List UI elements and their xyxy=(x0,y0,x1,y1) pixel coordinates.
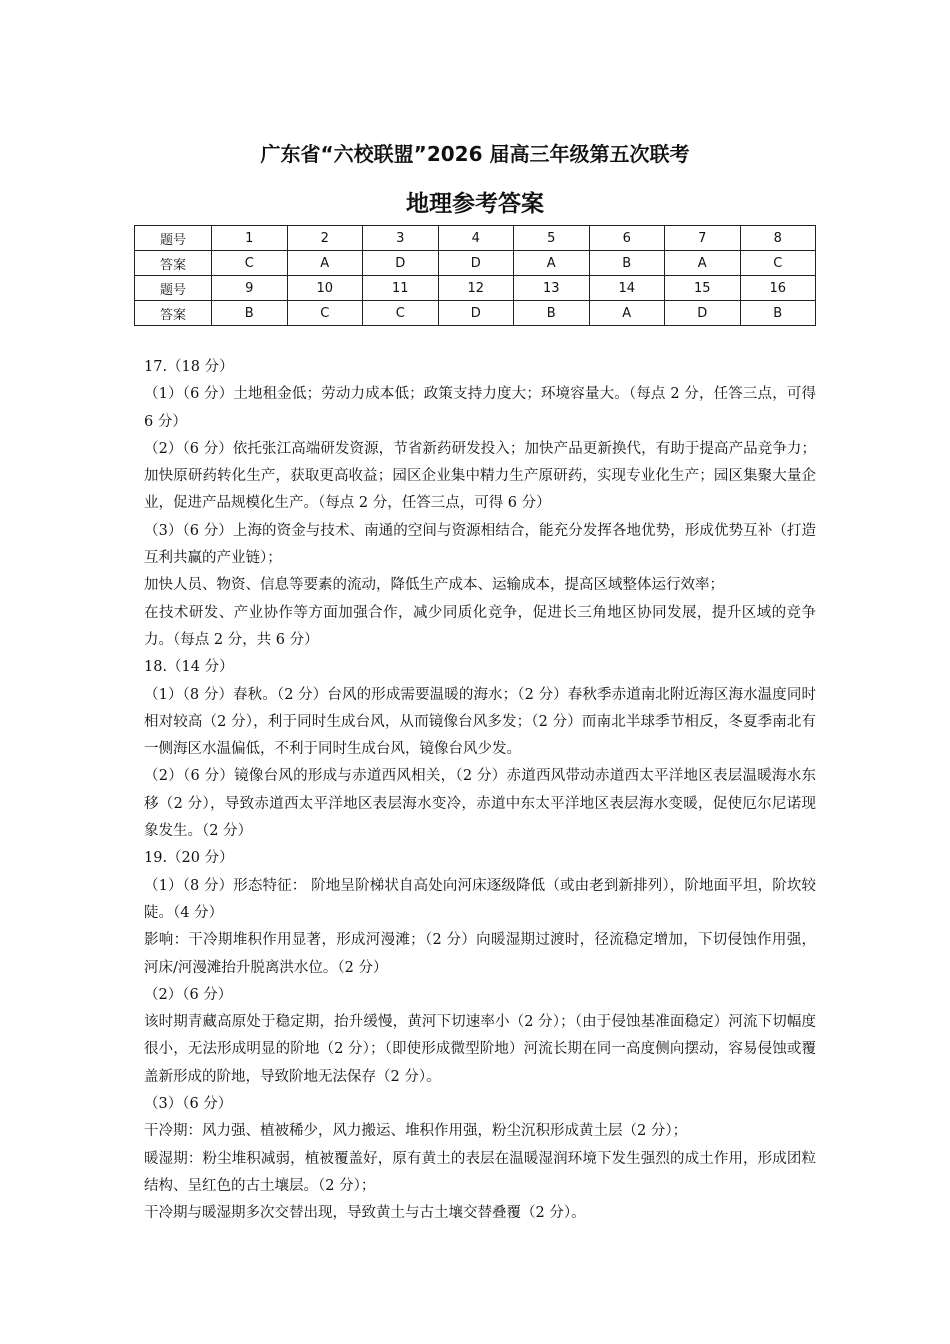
q19-part3a: 干冷期：风力强、植被稀少，风力搬运、堆积作用强，粉尘沉积形成黄土层（2 分）； xyxy=(144,1123,688,1140)
table-cell: D xyxy=(438,251,514,276)
q17-part2: （2）（6 分）依托张江高端研发资源，节省新药研发投入；加快产品更新换代，有助于提高产品竞争力；加快原研药转化生产，获取更高收益；园区企业集中精力生产原研药，实现专业化生产；园区集聚大量企业，促进产品规模化生产。（每点 2 分，任答三点，可得 6 分） xyxy=(144,440,816,512)
table-cell: 10 xyxy=(287,276,363,301)
row-header: 答案 xyxy=(135,301,212,326)
q17-heading: 17.（18 分） xyxy=(144,359,234,375)
table-cell: D xyxy=(665,301,741,326)
answer-body xyxy=(144,354,816,1228)
table-cell: C xyxy=(740,251,816,276)
table-cell: 16 xyxy=(740,276,816,301)
table-cell: D xyxy=(363,251,439,276)
page-title: 广东省“六校联盟”2026 届高三年级第五次联考 xyxy=(260,142,690,166)
q17-part3c: 在技术研发、产业协作等方面加强合作，减少同质化竞争，促进长三角地区协同发展，提升区域的竞争力。（每点 2 分，共 6 分） xyxy=(144,604,816,648)
table-cell: A xyxy=(665,251,741,276)
table-cell: C xyxy=(363,301,439,326)
q19-part1b: 影响：干冷期堆积作用显著，形成河漫滩；（2 分）向暖湿期过渡时，径流稳定增加，下切侵蚀作用强，河床/河漫滩抬升脱离洪水位。（2 分） xyxy=(144,932,816,976)
q17-part3a: （3）（6 分）上海的资金与技术、南通的空间与资源相结合，能充分发挥各地优势，形成优势互补（打造互利共赢的产业链）； xyxy=(144,522,816,567)
table-cell: D xyxy=(438,301,514,326)
table-cell: 12 xyxy=(438,276,514,301)
q19-part1a: （1）（8 分）形态特征： 阶地呈阶梯状自高处向河床逐级降低（或由老到新排列），阶地面平坦，阶坎较陡。（4 分） xyxy=(144,877,816,921)
table-cell: 9 xyxy=(212,276,288,301)
table-cell: 5 xyxy=(514,226,590,251)
table-cell: C xyxy=(287,301,363,326)
q18-part1: （1）（8 分）春秋。（2 分）台风的形成需要温暖的海水；（2 分）春秋季赤道南北附近海区海水温度同时相对较高（2 分），利于同时生成台风，从而镜像台风多发；（2 分）而南北半球季节相反，冬夏季南北有一侧海区水温偏低，不利于同时生成台风，镜像台风少发。 xyxy=(144,686,816,758)
table-cell: 1 xyxy=(212,226,288,251)
table-cell: B xyxy=(514,301,590,326)
q17-part3b: 加快人员、物资、信息等要素的流动，降低生产成本、运输成本，提高区域整体运行效率； xyxy=(144,577,724,594)
table-cell: 3 xyxy=(363,226,439,251)
table-cell: B xyxy=(212,301,288,326)
q19-part2-heading: （2）（6 分） xyxy=(144,986,233,1003)
q19-heading: 19.（20 分） xyxy=(144,850,234,867)
table-cell: 13 xyxy=(514,276,590,301)
table-cell: A xyxy=(287,251,363,276)
q19-part3-heading: （3）（6 分） xyxy=(144,1096,233,1113)
table-cell: 15 xyxy=(665,276,741,301)
table-cell: A xyxy=(514,251,590,276)
table-cell: 6 xyxy=(589,226,665,251)
page-subtitle: 地理参考答案 xyxy=(406,191,544,217)
q19-part3b: 暖湿期：粉尘堆积减弱，植被覆盖好，原有黄土的表层在温暖湿润环境下发生强烈的成土作用，形成团粒结构、呈红色的古土壤层。（2 分）； xyxy=(144,1150,816,1194)
table-cell: 11 xyxy=(363,276,439,301)
q19-part2: 该时期青藏高原处于稳定期，抬升缓慢，黄河下切速率小（2 分）；（由于侵蚀基准面稳定）河流下切幅度很小，无法形成明显的阶地（2 分）；（即使形成微型阶地）河流长期在同一高度侧向摆动，容易侵蚀或覆盖新形成的阶地，导致阶地无法保存（2 分）。 xyxy=(144,1014,816,1085)
table-cell: 14 xyxy=(589,276,665,301)
q17-part1: （1）（6 分）土地租金低；劳动力成本低；政策支持力度大；环境容量大。（每点 2 分，任答三点，可得 6 分） xyxy=(144,386,816,430)
row-header: 题号 xyxy=(135,226,212,251)
table-row xyxy=(135,301,816,326)
answer-table xyxy=(134,225,816,326)
table-cell: B xyxy=(589,251,665,276)
table-row xyxy=(135,276,816,301)
q18-part2: （2）（6 分）镜像台风的形成与赤道西风相关，（2 分）赤道西风带动赤道西太平洋地区表层温暖海水东移（2 分），导致赤道西太平洋地区表层海水变冷，赤道中东太平洋地区表层海水变暖，促使厄尔尼诺现象发生。（2 分） xyxy=(144,768,816,840)
table-cell: 8 xyxy=(740,226,816,251)
table-cell: B xyxy=(740,301,816,326)
q18-heading: 18.（14 分） xyxy=(144,659,234,676)
table-row xyxy=(135,226,816,251)
table-cell: 2 xyxy=(287,226,363,251)
table-row xyxy=(135,251,816,276)
row-header: 题号 xyxy=(135,276,212,301)
table-cell: 4 xyxy=(438,226,514,251)
table-cell: A xyxy=(589,301,665,326)
q19-part3c: 干冷期与暖湿期多次交替出现，导致黄土与古土壤交替叠覆（2 分）。 xyxy=(144,1205,586,1222)
row-header: 答案 xyxy=(135,251,212,276)
table-cell: C xyxy=(212,251,288,276)
table-cell: 7 xyxy=(665,226,741,251)
